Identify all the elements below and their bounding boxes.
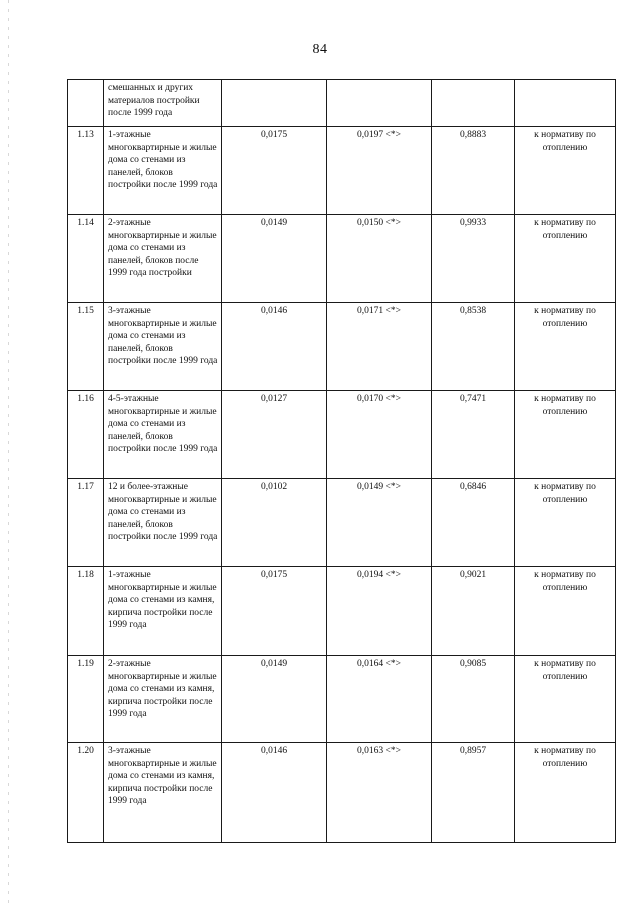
table-row (68, 567, 616, 656)
building-description: смешанных и других материалов постройки после 1999 года (104, 80, 222, 127)
scan-edge-artifact (8, 0, 9, 905)
norm-value-2: 0,0170 <*> (327, 391, 432, 479)
coefficient-value: 0,8883 (432, 127, 515, 215)
note-cell: к нормативу по отоплению (515, 479, 616, 567)
coefficient-value: 0,8538 (432, 303, 515, 391)
table-row (68, 656, 616, 743)
table-row (68, 215, 616, 303)
note-cell: к нормативу по отоплению (515, 215, 616, 303)
note-cell: к нормативу по отоплению (515, 656, 616, 743)
norm-value-2 (327, 80, 432, 127)
norm-value-2: 0,0197 <*> (327, 127, 432, 215)
row-number (68, 80, 104, 127)
building-description: 4-5-этажные многоквартирные и жилые дома со стенами из панелей, блоков постройки после 1999 года (104, 391, 222, 479)
building-description: 12 и более-этажные многоквартирные и жилые дома со стенами из панелей, блоков постройки после 1999 года (104, 479, 222, 567)
building-description: 2-этажные многоквартирные и жилые дома со стенами из камня, кирпича постройки после 1999 года (104, 656, 222, 743)
norm-value-1: 0,0102 (222, 479, 327, 567)
building-description: 3-этажные многоквартирные и жилые дома со стенами из панелей, блоков постройки после 1999 года (104, 303, 222, 391)
table-row (68, 391, 616, 479)
building-description: 1-этажные многоквартирные и жилые дома со стенами из камня, кирпича постройки после 1999 года (104, 567, 222, 656)
note-cell: к нормативу по отоплению (515, 743, 616, 843)
row-number: 1.17 (68, 479, 104, 567)
coefficient-value: 0,9085 (432, 656, 515, 743)
table-row (68, 80, 616, 127)
coefficient-value: 0,6846 (432, 479, 515, 567)
building-description: 1-этажные многоквартирные и жилые дома со стенами из панелей, блоков постройки после 1999 года (104, 127, 222, 215)
row-number: 1.16 (68, 391, 104, 479)
note-cell: к нормативу по отоплению (515, 567, 616, 656)
norm-value-2: 0,0194 <*> (327, 567, 432, 656)
norm-value-1: 0,0127 (222, 391, 327, 479)
norm-value-1: 0,0149 (222, 656, 327, 743)
row-number: 1.15 (68, 303, 104, 391)
coefficient-value: 0,9933 (432, 215, 515, 303)
table-row (68, 479, 616, 567)
coefficient-value: 0,8957 (432, 743, 515, 843)
building-description: 2-этажные многоквартирные и жилые дома со стенами из панелей, блоков после 1999 года постройки (104, 215, 222, 303)
coefficient-value: 0,9021 (432, 567, 515, 656)
row-number: 1.14 (68, 215, 104, 303)
coefficient-value: 0,7471 (432, 391, 515, 479)
norm-value-1: 0,0149 (222, 215, 327, 303)
norm-value-2: 0,0150 <*> (327, 215, 432, 303)
building-description: 3-этажные многоквартирные и жилые дома со стенами из камня, кирпича постройки после 1999 года (104, 743, 222, 843)
note-cell (515, 80, 616, 127)
page-number: 84 (312, 42, 328, 57)
norm-value-2: 0,0163 <*> (327, 743, 432, 843)
row-number: 1.13 (68, 127, 104, 215)
norm-value-1: 0,0146 (222, 743, 327, 843)
note-cell: к нормативу по отоплению (515, 127, 616, 215)
note-cell: к нормативу по отоплению (515, 303, 616, 391)
norm-value-2: 0,0171 <*> (327, 303, 432, 391)
table-row (68, 303, 616, 391)
norm-value-1: 0,0175 (222, 127, 327, 215)
row-number: 1.18 (68, 567, 104, 656)
table-row (68, 743, 616, 843)
row-number: 1.19 (68, 656, 104, 743)
table-row (68, 127, 616, 215)
norm-value-1: 0,0146 (222, 303, 327, 391)
coefficient-value (432, 80, 515, 127)
norm-value-2: 0,0149 <*> (327, 479, 432, 567)
norm-value-1: 0,0175 (222, 567, 327, 656)
norms-table (67, 79, 616, 843)
norm-value-1 (222, 80, 327, 127)
note-cell: к нормативу по отоплению (515, 391, 616, 479)
norm-value-2: 0,0164 <*> (327, 656, 432, 743)
row-number: 1.20 (68, 743, 104, 843)
